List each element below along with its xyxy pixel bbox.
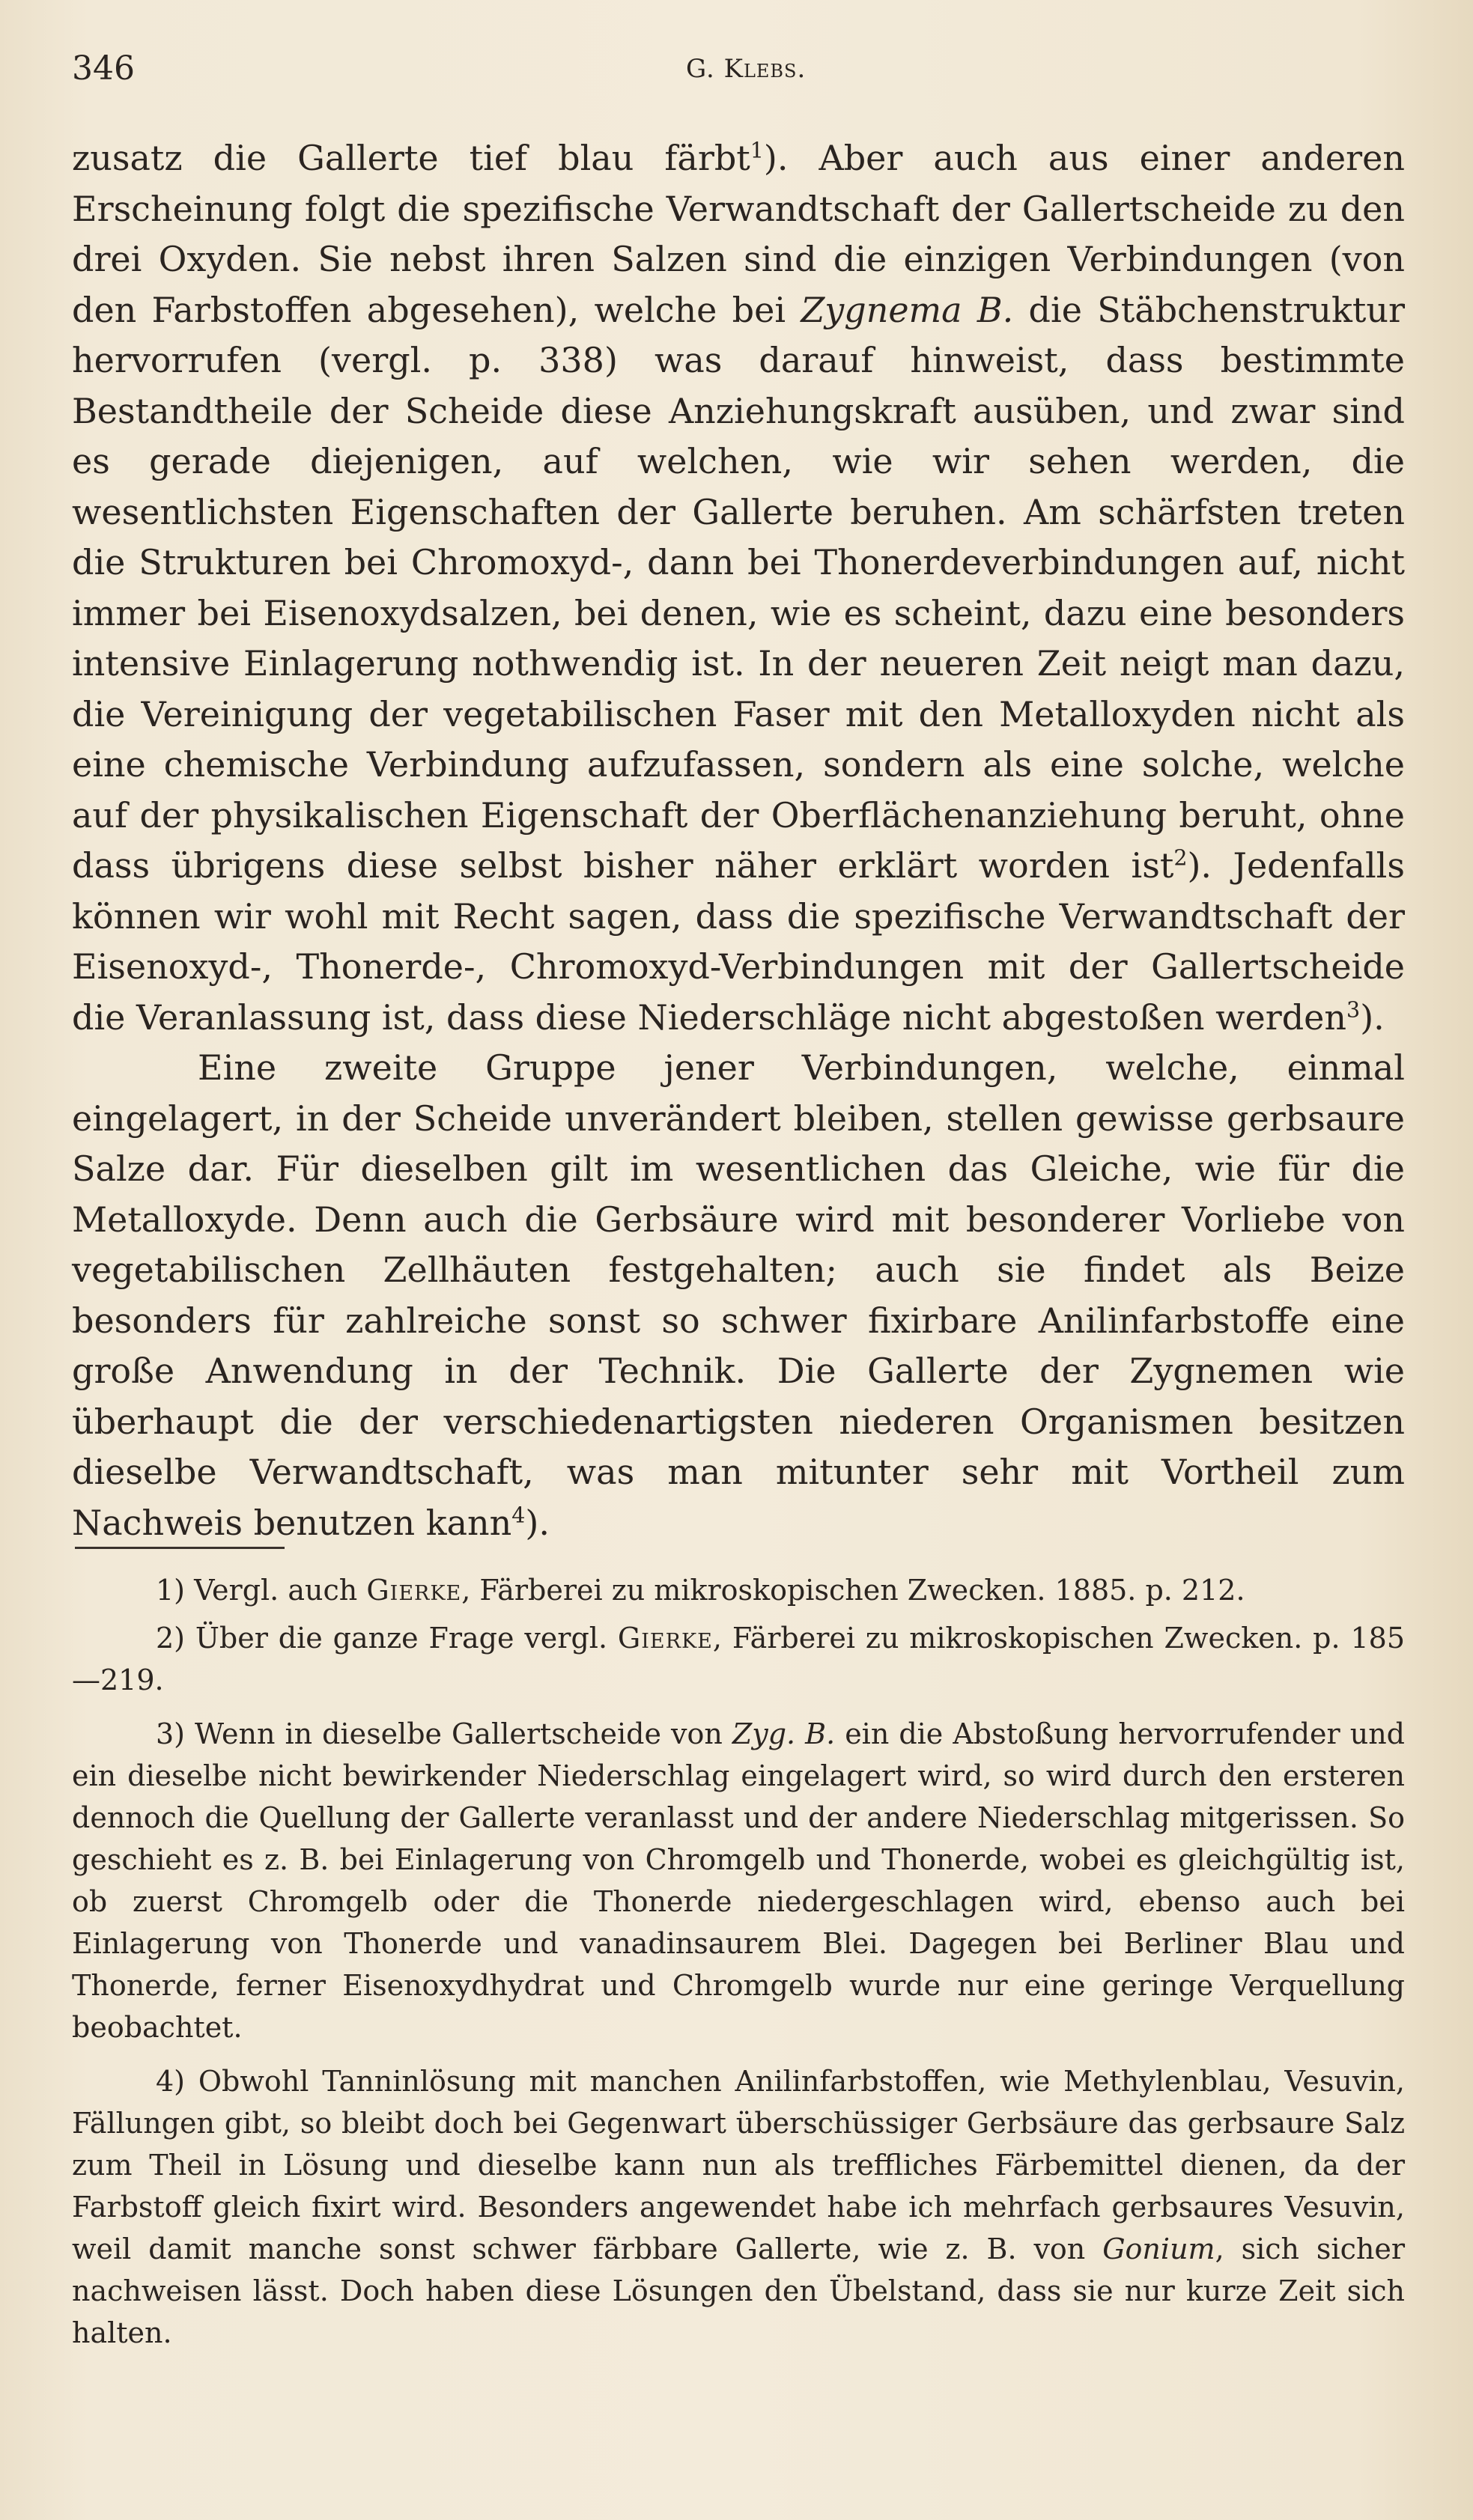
text-run: , sich sicher nachweisen lässt. Doch haben diese Lösungen den Übelstand, dass sie nur kurze Zeit sich halten. [72, 2233, 1405, 2349]
text-run: Eine zweite Gruppe jener Verbindungen, welche, einmal eingelagert, in der Scheide unverändert bleiben, stellen gewisse gerbsaure Salze dar. Für dieselben gilt im wesentlichen das Gleiche, wie für die Metalloxyde. Denn auch die Gerbsäure wird mit besonderer Vorliebe von vegetabilischen Zellhäuten festgehalten; auch sie findet als Beize besonders für zahlreiche sonst so schwer fixirbare Anilinfarbstoffe eine große Anwendung in der Technik. Die Gallerte der Zygnemen wie überhaupt die der verschiedenartigsten niederen Organismen besitzen dieselbe Verwandtschaft, was man mitunter sehr mit Vortheil zum Nachweis benutzen kann [72, 1047, 1405, 1543]
footnote-ref-3: 3 [1346, 997, 1361, 1023]
text-run: ein die Abstoßung hervorrufender und ein dieselbe nicht bewirkender Niederschlag eingelagert wird, so wird durch den ersteren dennoch die Quellung der Gallerte veranlasst und der andere Niederschlag mitgerissen. So geschieht es z. B. bei Einlagerung von Chromgelb und Thonerde, wobei es gleichgültig ist, ob zuerst Chromgelb oder die Thonerde niedergeschlagen wird, ebenso auch bei Einlagerung von Thonerde und vanadinsaurem Blei. Dagegen bei Berliner Blau und Thonerde, ferner Eisenoxydhydrat und Chromgelb wurde nur eine geringe Verquellung beobachtet. [72, 1717, 1405, 2044]
main-text [72, 133, 1405, 1548]
running-head: G. Klebs. [686, 54, 807, 84]
footnote-2 [72, 1617, 1405, 1701]
text-run: Obwohl Tanninlösung mit manchen Anilinfarbstoffen, wie Methylenblau, Vesuvin, Fällungen gibt, so bleibt doch bei Gegenwart überschüssiger Gerbsäure das gerbsaure Salz zum Theil in Lösung und dieselbe kann nun als treffliches Färbemittel dienen, da der Farbstoff gleich fixirt wird. Besonders angewendet habe ich mehrfach gerbsaures Vesuvin, weil damit manche sonst schwer färbbare Gallerte, wie z. B. von [72, 2065, 1405, 2265]
footnote-3 [72, 1713, 1405, 2048]
author-name: Gierke [617, 1622, 713, 1655]
footnote-ref-2: 2 [1173, 845, 1188, 871]
footnotes [72, 1569, 1405, 2360]
text-run: Über die ganze Frage vergl. [195, 1622, 618, 1655]
taxon-name: Zygnema B. [801, 289, 1014, 330]
footnote-marker: 4) [156, 2065, 198, 2098]
text-run: , Färberei zu mikroskopischen Zwecken. 1885. p. 212. [461, 1574, 1245, 1607]
text-run: ). [525, 1502, 550, 1543]
text-run: ). [1360, 996, 1385, 1038]
footnote-ref-1: 1 [750, 138, 764, 163]
footnote-marker: 1) [156, 1574, 195, 1607]
page-header [72, 46, 1405, 91]
text-run: Vergl. auch [194, 1574, 367, 1607]
footnote-marker: 3) [156, 1717, 195, 1750]
taxon-name: Zyg. B. [732, 1717, 836, 1750]
footnote-1 [72, 1569, 1405, 1611]
author-name: Gierke [366, 1574, 462, 1607]
footnote-divider [75, 1547, 285, 1549]
footnote-4 [72, 2060, 1405, 2354]
text-run: Wenn in dieselbe Gallertscheide von [195, 1717, 732, 1750]
text-run: ). Jedenfalls können wir wohl mit Recht sagen, dass die spezifische Verwandtschaft der Eisenoxyd-, Thonerde-, Chromoxyd-Verbindungen mit der Gallertscheide die Veranlassung ist, dass diese Niederschläge nicht abgestoßen werden [72, 845, 1405, 1038]
paragraph-2 [72, 1043, 1405, 1548]
text-run: , Färberei zu mikroskopischen Zwecken. p. 185—219. [72, 1622, 1405, 1696]
text-run: die Stäbchenstruktur hervorrufen (vergl. p. 338) was darauf hinweist, dass bestimmte Bestandtheile der Scheide diese Anziehungskraft ausüben, und zwar sind es gerade diejenigen, auf welchen, wie wir sehen werden, die wesentlichsten Eigenschaften der Gallerte beruhen. Am schärfsten treten die Strukturen bei Chromoxyd-, dann bei Thonerdeverbindungen auf, nicht immer bei Eisenoxydsalzen, bei denen, wie es scheint, dazu eine besonders intensive Einlagerung nothwendig ist. In der neueren Zeit neigt man dazu, die Vereinigung der vegetabilischen Faser mit den Metalloxyden nicht als eine chemische Verbindung aufzufassen, sondern als eine solche, welche auf der physikalischen Eigenschaft der Oberflächenanziehung beruht, ohne dass übrigens diese selbst bisher näher erklärt worden ist [72, 289, 1405, 886]
page-number: 346 [72, 49, 135, 88]
footnote-ref-4: 4 [511, 1503, 526, 1528]
paragraph-1 [72, 133, 1405, 1043]
text-run: ). Aber auch aus einer anderen Erscheinung folgt die spezifische Verwandtschaft der Gallertscheide zu den drei Oxyden. Sie nebst ihren Salzen sind die einzigen Verbindungen (von den Farbstoffen abgesehen), welche bei [72, 138, 1405, 330]
taxon-name: Gonium [1102, 2233, 1215, 2265]
footnote-marker: 2) [156, 1622, 195, 1655]
text-run: zusatz die Gallerte tief blau färbt [72, 138, 750, 178]
